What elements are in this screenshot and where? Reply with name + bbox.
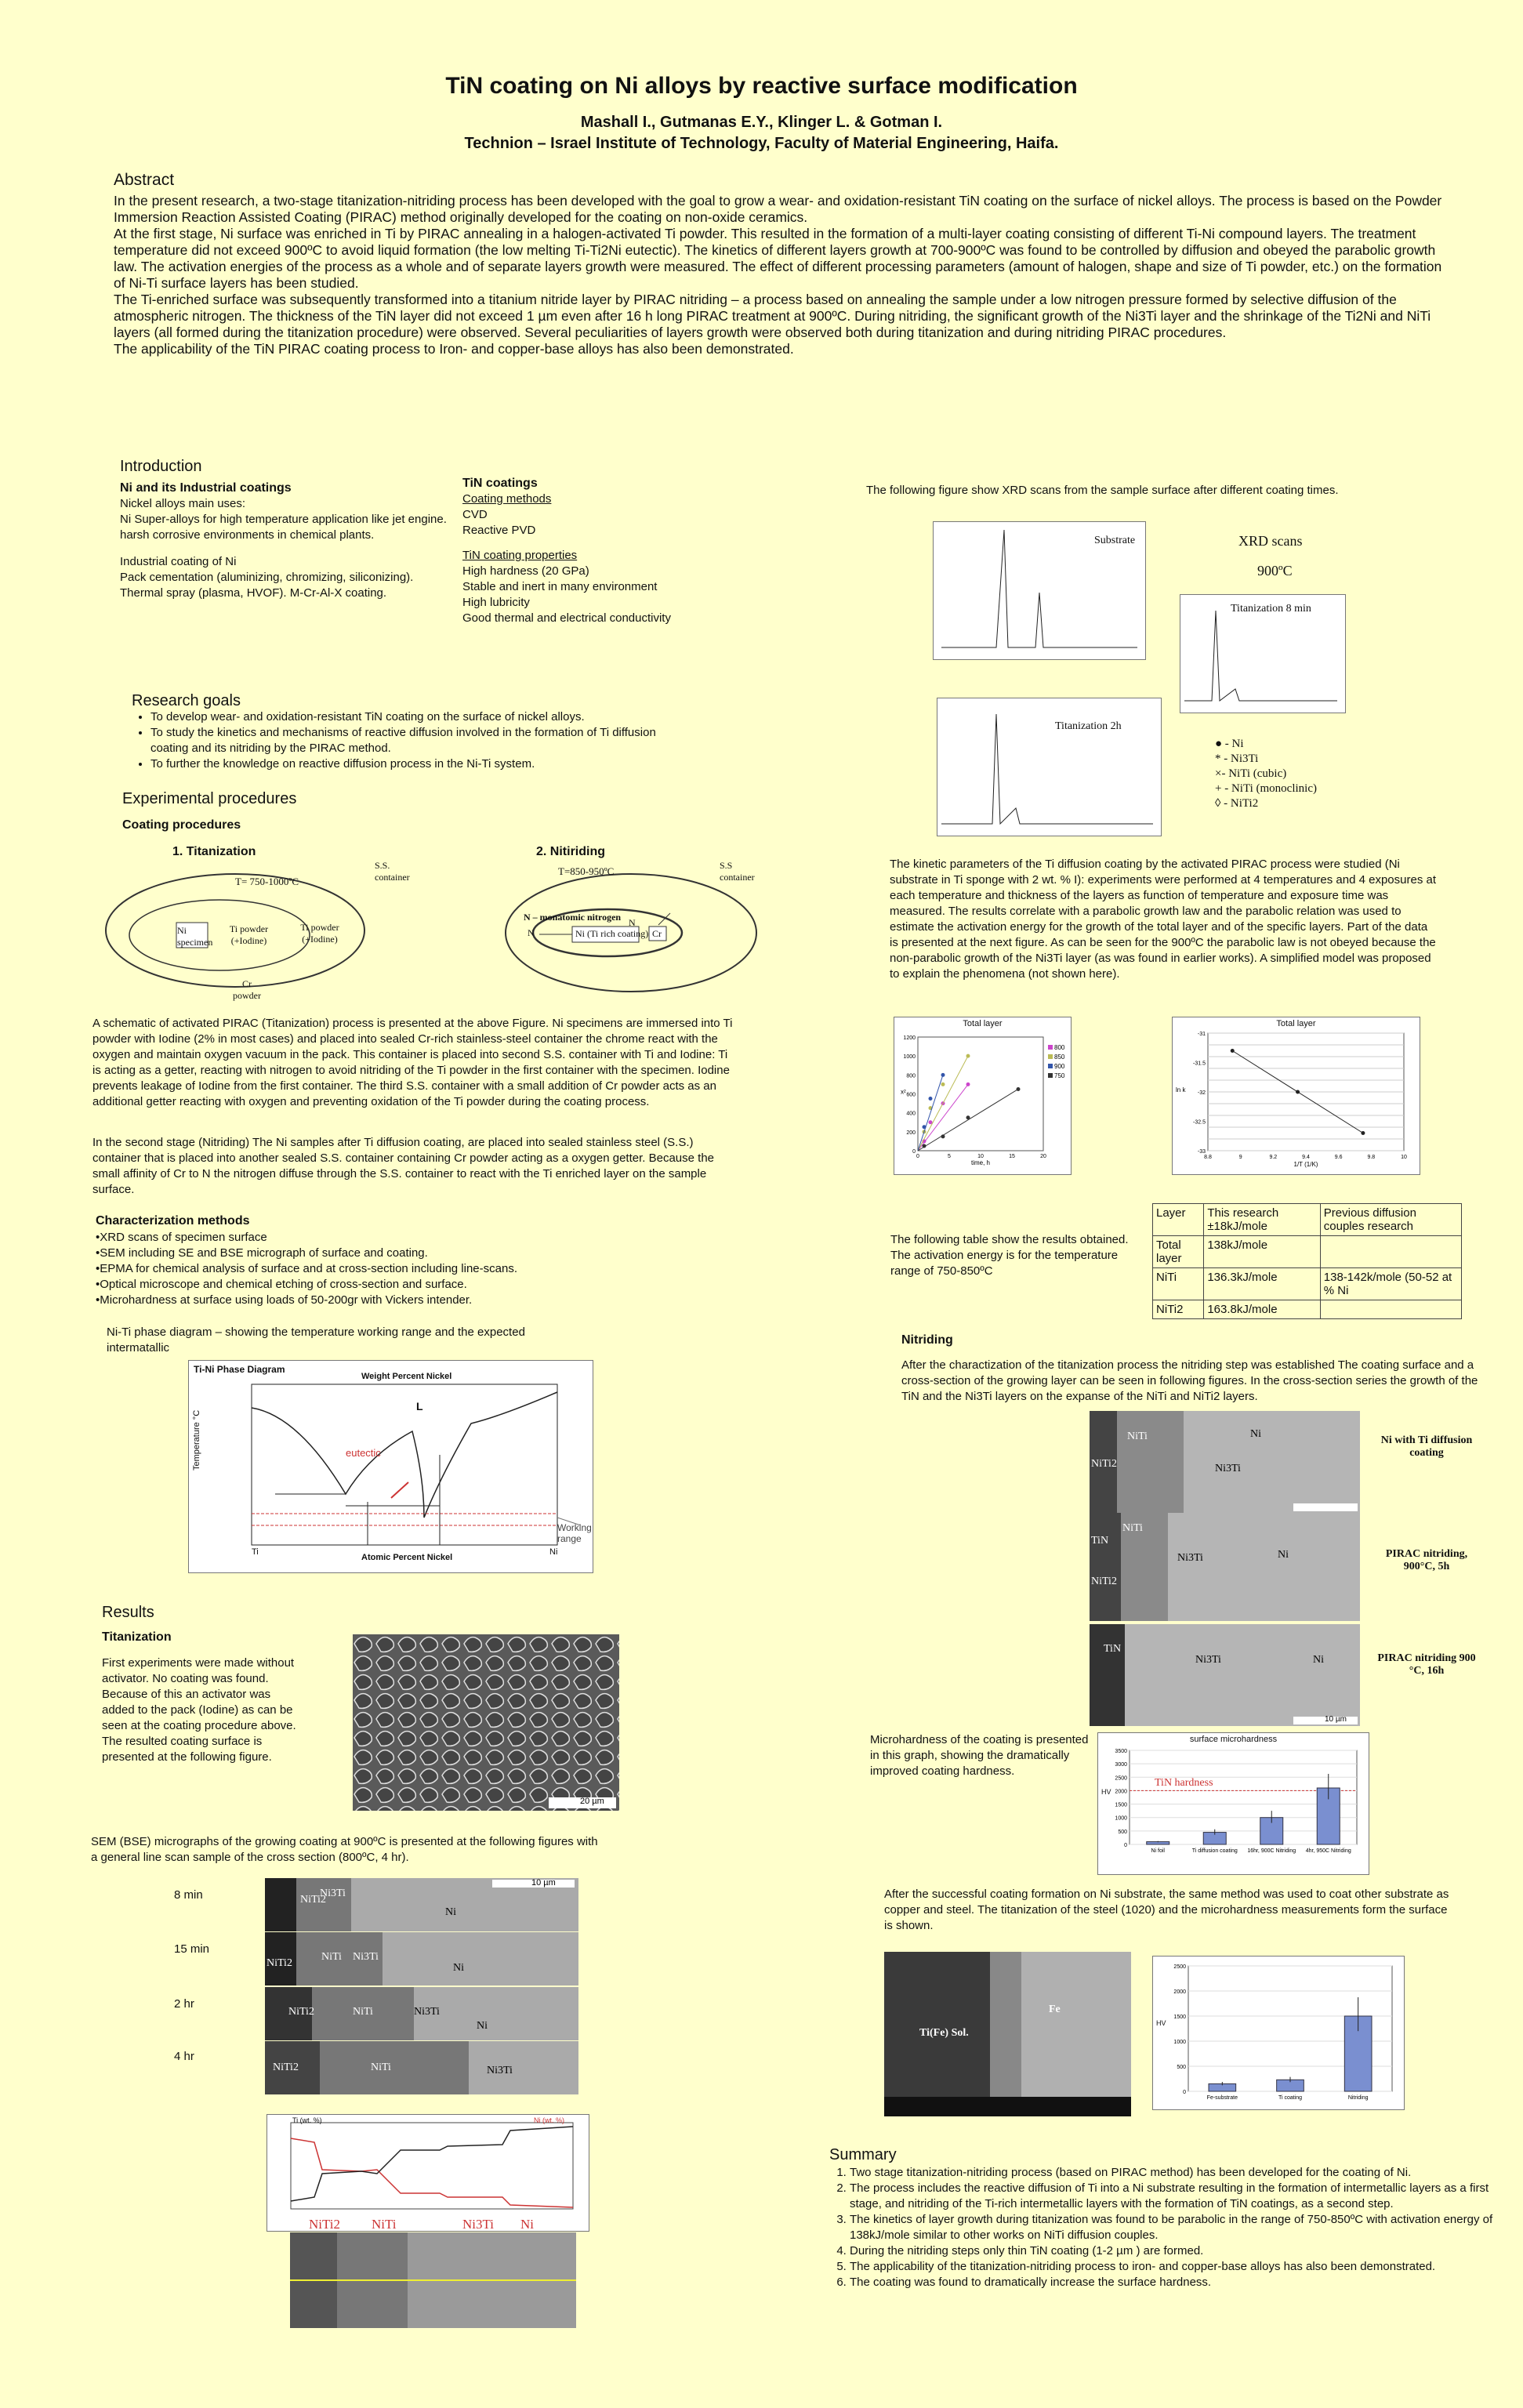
summary-item: 3. The kinetics of layer growth during titanization was found to be parabolic in the range of 750-850ºC with activation energy of 138kJ/mole similar to other works on NiTi diffusion couples. <box>850 2212 1500 2243</box>
sem-caption: SEM (BSE) micrographs of the growing coating at 900ºC is presented at the following figures with a general line scan sample of the cross section (800ºC, 4 hr). <box>91 1835 598 1864</box>
s2-nl: N <box>528 927 535 938</box>
tin-coatings <box>462 476 698 626</box>
y-tick-label: 3000 <box>1115 1762 1127 1768</box>
y-tick-label: -32.5 <box>1193 1119 1206 1126</box>
y-tick-label: 0 <box>1183 2090 1186 2095</box>
x-tick-label: Ti diffusion coating <box>1191 1848 1238 1854</box>
props-item: High hardness (20 GPa) <box>462 564 589 578</box>
x-tick-label: 5 <box>948 1154 951 1159</box>
x-tick-label: Ni foil <box>1151 1848 1166 1854</box>
exp-para1: A schematic of activated PIRAC (Titanization) process is presented at the above Figure. Ni specimens are immersed into Ti powder with Iodine (2% in most cases) and placed into sealed Cr-rich stainless-steel container the chrome react with the oxygen and maintain oxygen vacuum in the pack. This container is placed into second S.S. container with Ti and Iodine: Ti is acting as a getter, reacting with nitrogen to avoid nitriding of the Ti powder in the first container with the specimen. Iodine prevents leakage of Iodine from the first container. The third S.S. container with a small addition of Cr powder acts as an additional getter reacting with oxygen and preventing oxidation of the Ti powder during the coating process. <box>92 1017 733 1108</box>
y-tick-label: 3500 <box>1115 1749 1127 1754</box>
y-tick-label: 0 <box>1124 1843 1127 1848</box>
tin-title: TiN coatings <box>462 477 538 490</box>
s2-cr: Cr <box>652 928 662 939</box>
trend-line <box>918 1084 968 1151</box>
kinetic-text: The kinetic parameters of the Ti diffusion coating by the activated PIRAC process were studied (Ni substrate in Ti sponge with 2 wt. % I): experiments were performed at 4 temperatures and 4 exposures at each temperature and thickness of the layers as function of temperature and exposure time was measured. The results correlate with a parabolic growth law and the parabolic relation was used to estimate the activation energy for the growth of the total layer and of the specific layers. Part of the data is presented at the next figure. As can be seen for the 900ºC the parabolic law is not obeyed because the non-parabolic growth of the Ni3Ti layer (as was found in earlier works). A simplified model was proposed to explain the phenomena (not shown here). <box>890 858 1437 981</box>
goals-item: • To study the kinetics and mechanisms of reactive diffusion involved in the formation of Ti diffusion coating and its nitriding by the PIRAC method. <box>150 725 668 756</box>
summary-list <box>832 2165 1500 2290</box>
char-item: •EPMA for chemical analysis of surface and at cross-section including line-scans. <box>96 1262 517 1275</box>
line-top-l: Ti (wt. %) <box>292 2116 322 2124</box>
nitride-img-2 <box>1090 1513 1360 1621</box>
char-item: •SEM including SE and BSE micrograph of surface and coating. <box>96 1246 428 1260</box>
trend-line <box>918 1075 943 1151</box>
xrd-caption: The following figure show XRD scans from the sample surface after different coating times. <box>866 484 1339 497</box>
cell: NiTi <box>1153 1268 1204 1300</box>
s2-temp: T=850-950ºC <box>558 865 615 877</box>
nitride-img-3 <box>1090 1624 1360 1726</box>
time-2hr: 2 hr <box>174 1997 194 2011</box>
legend-entry: 750 <box>1054 1072 1065 1079</box>
nitriding-heading: Nitriding <box>901 1333 953 1347</box>
steel-ylabel: HV <box>1156 2019 1166 2027</box>
scale-10-a: 10 µm <box>531 1878 556 1888</box>
x-axis-label: time, h <box>970 1159 991 1166</box>
x-tick-label: Fe-substrate <box>1206 2095 1238 2101</box>
legend-entry: 900 <box>1054 1063 1065 1070</box>
hardness-chart <box>1097 1732 1369 1875</box>
n1-niti2: NiTi2 <box>1091 1458 1117 1470</box>
xrd-substrate <box>933 521 1146 660</box>
data-point <box>966 1054 970 1058</box>
x-tick-label: 9.4 <box>1302 1155 1310 1160</box>
abstract-p4: The applicability of the TiN PIRAC coating process to Iron- and copper-base alloys has also been demonstrated. <box>114 341 794 357</box>
cell <box>1320 1300 1461 1319</box>
n2-tin: TiN <box>1091 1535 1109 1547</box>
props-list <box>462 564 698 626</box>
l-ni-b: Ni <box>453 1962 464 1974</box>
step2-title: 2. Nitiriding <box>536 845 605 858</box>
xrd-legend-item: + - NiTi (monoclinic) <box>1215 782 1317 795</box>
y-tick-label: 1500 <box>1115 1802 1127 1808</box>
y-tick-label: -32 <box>1197 1090 1206 1096</box>
y-tick-label: 500 <box>1177 2065 1186 2070</box>
legend-entry: 800 <box>1054 1044 1065 1051</box>
ls-niti2: NiTi2 <box>309 2217 341 2232</box>
y-tick-label: -31 <box>1197 1032 1206 1037</box>
intro-heading: Introduction <box>120 458 202 475</box>
y-tick-label: 2000 <box>1173 1989 1186 1995</box>
s1-temp: T= 750-1000ºC <box>235 876 299 887</box>
summary-item: 5. The applicability of the titanization-nitriding process to iron- and copper-base alloys has also been demonstrated. <box>850 2259 1500 2275</box>
phase-title: Ti-Ni Phase Diagram <box>194 1364 285 1375</box>
y-tick-label: 1500 <box>1173 2015 1186 2020</box>
scale-20: 20 µm <box>580 1797 604 1806</box>
ni-title: Ni and its Industrial coatings <box>120 481 292 495</box>
ni-lines-item: harsh corrosive environments in chemical plants. <box>120 528 375 542</box>
n3-scale: 10 µm <box>1325 1715 1347 1724</box>
phase-top-axis: Weight Percent Nickel <box>361 1372 452 1381</box>
phase-L: L <box>416 1400 423 1413</box>
x-tick-label: 9.6 <box>1334 1155 1343 1160</box>
goals-item: • To further the knowledge on reactive diffusion process in the Ni-Ti system. <box>150 756 668 772</box>
kinetic-chart2-title: Total layer <box>1276 1019 1316 1028</box>
hardness-title: surface microhardness <box>1189 1735 1278 1744</box>
ls-ni: Ni <box>520 2217 534 2232</box>
methods-list <box>462 507 698 539</box>
exp-heading: Experimental procedures <box>122 790 297 807</box>
char-title: Characterization methods <box>96 1214 250 1228</box>
line-scan-micrograph <box>290 2232 576 2328</box>
xrd-title: XRD scans <box>1238 533 1303 549</box>
summary-item: 1. Two stage titanization-nitriding process (based on PIRAC method) has been developed for the coating of Ni. <box>850 2165 1500 2181</box>
n3-ni3ti: Ni3Ti <box>1195 1654 1221 1666</box>
coating-procedures: Coating procedures <box>122 818 241 832</box>
s1-ss: S.S. container <box>375 860 410 883</box>
summary-item: 4. During the nitriding steps only thin TiN coating (1-2 µm ) are formed. <box>850 2243 1500 2259</box>
data-point <box>929 1097 933 1101</box>
time-8min: 8 min <box>174 1888 203 1902</box>
cell: 136.3kJ/mole <box>1204 1268 1320 1300</box>
s1-tip: Ti powder (+Iodine) <box>300 922 339 945</box>
data-point <box>941 1083 945 1086</box>
x-tick-label: 15 <box>1009 1154 1015 1159</box>
l-niti2-d: NiTi2 <box>273 2062 299 2073</box>
s2-ss: S.S container <box>720 860 755 883</box>
ni-lines-item: Pack cementation (aluminizing, chromizing, siliconizing). <box>120 571 414 584</box>
l-ni-a: Ni <box>445 1906 456 1918</box>
trend-line <box>918 1089 1018 1151</box>
xrd-2h <box>937 698 1162 836</box>
s2-nr: N <box>629 917 636 928</box>
nitriding-text: After the charactization of the titanization process the nitriding step was established The coating surface and a cross-section of the growing layer can be seen in following figures. In the cross-section series the growth of the TiN and the Ni3Ti layers on the expanse of the NiTi and NiTi2 layers. <box>901 1358 1478 1403</box>
y-tick-label: 500 <box>1118 1829 1127 1835</box>
s1-ni: Ni specimen <box>177 925 213 948</box>
y-axis-label: x² <box>901 1088 906 1096</box>
ni-coatings <box>120 481 449 601</box>
x-tick-label: 10 <box>977 1154 984 1159</box>
hardness-ylabel: HV <box>1101 1788 1111 1796</box>
poster-title: TiN coating on Ni alloys by reactive surface modification <box>445 73 1078 99</box>
y-tick-label: -33 <box>1197 1149 1206 1155</box>
legend-swatch <box>1048 1045 1053 1050</box>
kinetic-chart-2 <box>1172 1017 1420 1175</box>
xrd-substrate-label: Substrate <box>1094 535 1136 546</box>
legend-entry: 850 <box>1054 1054 1065 1061</box>
tin-hardness-label: TiN hardness <box>1155 1777 1213 1789</box>
x-tick-label: Ti coating <box>1278 2095 1303 2101</box>
time-4hr: 4 hr <box>174 2050 194 2063</box>
l-ni3ti-d: Ni3Ti <box>487 2065 513 2076</box>
ni-lines-item: Industrial coating of Ni <box>120 555 237 568</box>
kinetic-chart-1 <box>894 1017 1072 1175</box>
xrd-legend <box>1215 737 1317 811</box>
props-title: TiN coating properties <box>462 549 578 562</box>
s1-ti: Ti powder (+Iodine) <box>229 923 269 946</box>
y-tick-label: 1000 <box>1115 1815 1127 1822</box>
abstract <box>114 171 1454 357</box>
char-item: •Microhardness at surface using loads of 50-200gr with Vickers intender. <box>96 1293 473 1307</box>
l-niti-d: NiTi <box>371 2062 391 2073</box>
sem-8min <box>265 1878 578 1931</box>
fe-label: Fe <box>1049 2004 1061 2015</box>
data-point <box>1296 1090 1300 1094</box>
nitride-cap-2: PIRAC nitriding, 900°C, 5h <box>1385 1548 1468 1572</box>
th-prev: Previous diffusion couples research <box>1320 1204 1461 1236</box>
ni-lines <box>120 496 449 601</box>
y-tick-label: 2000 <box>1115 1789 1127 1795</box>
phase-left: Ti <box>252 1547 259 1557</box>
l-ni3ti-a: Ni3Ti <box>320 1888 346 1899</box>
l-niti2-a: NiTi2 <box>300 1894 326 1906</box>
activation-table <box>1152 1203 1462 1319</box>
phase-right: Ni <box>549 1547 558 1557</box>
y-tick-label: 1000 <box>1173 2040 1186 2045</box>
cell <box>1320 1236 1461 1268</box>
phase-eutectic: eutectic <box>346 1447 381 1459</box>
l-niti2-c: NiTi2 <box>288 2006 314 2018</box>
xrd-temp: 900ºC <box>1257 563 1293 578</box>
sem-4hr <box>265 2041 578 2094</box>
abstract-heading: Abstract <box>114 171 175 189</box>
l-ni3ti-c: Ni3Ti <box>414 2006 440 2018</box>
xrd-legend-item: ● - Ni <box>1215 738 1244 750</box>
phase-caption: Ni-Ti phase diagram – showing the temperature working range and the expected intermatallic <box>107 1325 525 1354</box>
results-heading: Results <box>102 1604 154 1621</box>
l-niti2-b: NiTi2 <box>267 1957 292 1969</box>
time-15min: 15 min <box>174 1942 210 1956</box>
l-ni-c: Ni <box>477 2020 488 2032</box>
nitride-img-1 <box>1090 1411 1360 1513</box>
n1-niti: NiTi <box>1127 1431 1148 1442</box>
y-axis-label: ln k <box>1176 1086 1186 1093</box>
cell: 138kJ/mole <box>1204 1236 1320 1268</box>
abstract-p2: At the first stage, Ni surface was enriched in Ti by PIRAC annealing in a halogen-activated Ti powder. This resulted in the formation of a multi-layer coating consisting of different Ti-Ni compound layers. The treatment temperature did not exceed 900ºC to avoid liquid formation (the low melting Ti-Ti2Ni eutectic). The kinetics of different layers growth at 700-900ºC was found to be controlled by diffusion and obeyed the parabolic growth law. The activation energies of the process as a whole and of separate layers growth were measured. The effect of different processing parameters (amount of halogen, shape and size of Ti powder, etc.) on the formation of Ni-Ti surface layers has been studied. <box>114 226 1442 291</box>
legend-swatch <box>1048 1073 1053 1078</box>
s2-ni: Ni (Ti rich coating) <box>575 928 649 939</box>
tife-label: Ti(Fe) Sol. <box>919 2027 969 2039</box>
surface-sem <box>353 1634 619 1811</box>
cell: Total layer <box>1153 1236 1204 1268</box>
sem-2hr <box>265 1987 578 2040</box>
data-point <box>1231 1049 1235 1053</box>
cell: 163.8kJ/mole <box>1204 1300 1320 1319</box>
line-scan <box>267 2114 589 2232</box>
ni-lines-item: Ni Super-alloys for high temperature application like jet engine. <box>120 513 447 526</box>
y-tick-label: 2500 <box>1115 1775 1127 1782</box>
goals-heading: Research goals <box>132 692 241 709</box>
th-layer: Layer <box>1153 1204 1204 1236</box>
y-tick-label: 400 <box>906 1111 916 1117</box>
n2-niti: NiTi <box>1122 1522 1143 1534</box>
x-tick-label: 20 <box>1040 1154 1046 1159</box>
ni-lines-item: Nickel alloys main uses: <box>120 497 246 510</box>
summary-heading: Summary <box>829 2146 897 2163</box>
y-tick-label: 1000 <box>903 1054 916 1061</box>
x-tick-label: 0 <box>916 1154 919 1159</box>
titanization-subheading: Titanization <box>102 1630 172 1644</box>
authors: Mashall I., Gutmanas E.Y., Klinger L. & Gotman I. <box>580 114 943 131</box>
x-tick-label: 9 <box>1238 1155 1242 1160</box>
table-row <box>1153 1268 1462 1300</box>
titanization-text: First experiments were made without activator. No coating was found. Because of this an activator was added to the pack (Iodine) as can be seen at the coating procedure above. The resulted coating surface is presented at the following figure. <box>102 1656 296 1764</box>
n3-tin: TiN <box>1104 1643 1122 1655</box>
y-tick-label: 0 <box>912 1149 916 1155</box>
summary-item: 6. The coating was found to dramatically increase the surface hardness. <box>850 2275 1500 2290</box>
methods-item: CVD <box>462 508 488 521</box>
affiliation: Technion – Israel Institute of Technology, Faculty of Material Engineering, Haifa. <box>464 135 1059 152</box>
table-intro: The following table show the results obtained. The activation energy is for the temperature range of 750-850ºC <box>890 1233 1129 1278</box>
l-ni3ti-b: Ni3Ti <box>353 1951 379 1963</box>
xrd-8min-label: Titanization 8 min <box>1231 603 1311 615</box>
xrd-legend-item: ×- NiTi (cubic) <box>1215 767 1287 780</box>
props-item: High lubricity <box>462 596 530 609</box>
step1-title: 1. Titanization <box>172 845 256 858</box>
goals-item: • To develop wear- and oxidation-resistant TiN coating on the surface of nickel alloys. <box>150 709 668 725</box>
micro-text: Microhardness of the coating is presented in this graph, showing the dramatically improved coating hardness. <box>870 1733 1089 1778</box>
phase-working: Working range <box>557 1522 592 1544</box>
nitride-cap-3: PIRAC nitriding 900 °C, 16h <box>1377 1652 1476 1677</box>
steel-hardness-chart <box>1152 1956 1405 2110</box>
char-item: •XRD scans of specimen surface <box>96 1231 267 1244</box>
y-tick-label: 600 <box>906 1092 916 1098</box>
xrd-8min <box>1180 594 1346 713</box>
sem-15min <box>265 1932 578 1986</box>
x-tick-label: Nitriding <box>1347 2095 1369 2101</box>
x-tick-label: 4hr, 950C Nitriding <box>1305 1848 1351 1854</box>
n2-ni: Ni <box>1278 1549 1289 1561</box>
surface-sem-texture <box>353 1634 619 1811</box>
methods-item: Reactive PVD <box>462 524 536 537</box>
ni-lines-item: Thermal spray (plasma, HVOF). M-Cr-Al-X coating. <box>120 586 387 600</box>
legend-swatch <box>1048 1064 1053 1068</box>
xrd-2h-label: Titanization 2h <box>1055 720 1122 732</box>
goals-list <box>135 709 668 772</box>
y-tick-label: 2500 <box>1173 1964 1186 1970</box>
s2-n: N – monatomic nitrogen <box>524 912 622 923</box>
props-item: Good thermal and electrical conductivity <box>462 611 671 625</box>
xrd-legend-item: ◊ - NiTi2 <box>1215 797 1259 810</box>
x-tick-label: 10 <box>1401 1155 1407 1160</box>
th-this: This research ±18kJ/mole <box>1204 1204 1320 1236</box>
data-point <box>1361 1131 1365 1135</box>
abstract-p3: The Ti-enriched surface was subsequently transformed into a titanium nitride layer by PIRAC nitriding – a process based on annealing the sample under a low nitrogen pressure formed by selective diffusion of the atmospheric nitrogen. The thickness of the TiN layer did not exceed 1 µm even after 16 h long PIRAC treatment at 900ºC. During nitriding, the significant growth of the Ni3Ti layer and the shrinkage of the Ti2Ni and NiTi layers (all formed during the titanization procedure) were observed. Several peculiarities of layers growth were observed both during titanization and during nitriding PIRAC procedures. <box>114 292 1431 340</box>
ls-niti: NiTi <box>372 2217 397 2232</box>
x-tick-label: 9.8 <box>1367 1155 1376 1160</box>
line-top-r: Ni (wt. %) <box>534 2116 564 2124</box>
x-tick-label: 16hr, 900C Nitriding <box>1247 1848 1296 1854</box>
char-list <box>96 1230 644 1308</box>
y-tick-label: 200 <box>906 1130 916 1136</box>
exp-para2: In the second stage (Nitriding) The Ni samples after Ti diffusion coating, are placed into sealed stainless steel (S.S.) container that is placed into another sealed S.S. container containing Cr powder acting as a oxygen getter. Because the small affinity of Cr to N the nitrogen diffuse through the S.S. container to react with the Ti enriched layer on the sample surface. <box>92 1136 715 1196</box>
phase-diagram <box>188 1360 593 1573</box>
y-tick-label: 800 <box>906 1073 916 1079</box>
n2-ni3ti: Ni3Ti <box>1177 1552 1203 1564</box>
cell: 138-142k/mole (50-52 at % Ni <box>1320 1268 1461 1300</box>
nitride-cap-1: Ni with Ti diffusion coating <box>1380 1434 1473 1459</box>
y-tick-label: 1200 <box>903 1035 916 1041</box>
x-tick-label: 8.8 <box>1204 1155 1212 1160</box>
n1-ni: Ni <box>1250 1428 1261 1440</box>
n2-niti2: NiTi2 <box>1091 1576 1117 1587</box>
summary-item: 2. The process includes the reactive diffusion of Ti into a Ni substrate resulting in the formation of intermetallic layers as a first stage, and nitriding of the Ti-rich intermetallic layers with the formation of TiN coatings, as a second step. <box>850 2181 1500 2212</box>
abstract-p1: In the present research, a two-stage titanization-nitriding process has been developed with the goal to grow a wear- and oxidation-resistant TiN coating on the surface of nickel alloys. The process is based on the Powder Immersion Reaction Assisted Coating (PIRAC) method originally developed for the coating on non-oxide ceramics. <box>114 193 1442 225</box>
n1-ni3ti: Ni3Ti <box>1215 1463 1241 1474</box>
table-row <box>1153 1236 1462 1268</box>
table-row <box>1153 1300 1462 1319</box>
phase-ylabel: Temperature °C <box>192 1409 201 1471</box>
steel-text: After the successful coating formation on Ni substrate, the same method was used to coat other substrate as copper and steel. The titanization of the steel (1020) and the microhardness measurements form the surface is shown. <box>884 1888 1449 1932</box>
l-niti-c: NiTi <box>353 2006 373 2018</box>
ni-lines-item <box>120 543 449 554</box>
n3-ni: Ni <box>1313 1654 1324 1666</box>
legend-swatch <box>1048 1054 1053 1059</box>
phase-bottom-axis: Atomic Percent Nickel <box>361 1553 453 1562</box>
l-niti-b: NiTi <box>321 1951 342 1963</box>
props-item: Stable and inert in many environment <box>462 580 658 593</box>
x-tick-label: 9.2 <box>1269 1155 1278 1160</box>
s1-cr: Cr powder <box>233 978 261 1001</box>
xrd-legend-item: * - Ni3Ti <box>1215 752 1259 765</box>
x-axis-label: 1/T (1/K) <box>1293 1161 1318 1168</box>
steel-micrograph <box>884 1952 1131 2116</box>
ls-ni3ti: Ni3Ti <box>462 2217 495 2232</box>
kinetic-chart1-title: Total layer <box>963 1019 1003 1028</box>
cell: NiTi2 <box>1153 1300 1204 1319</box>
methods-title: Coating methods <box>462 492 552 506</box>
char-item: •Optical microscope and chemical etching of cross-section and surface. <box>96 1278 467 1291</box>
y-tick-label: -31.5 <box>1193 1061 1206 1067</box>
